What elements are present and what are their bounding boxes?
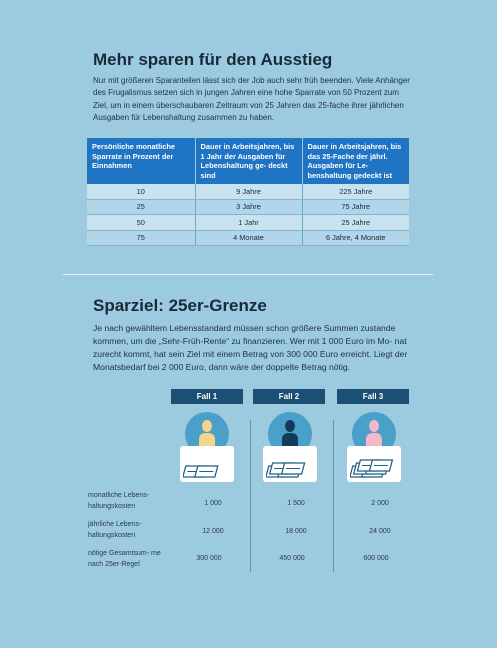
money-stack-icon (180, 446, 234, 482)
table-row (87, 199, 409, 215)
case-2-yearly-value: 18 000 (285, 528, 307, 535)
table-row (87, 230, 409, 246)
table-cell: 6 Jahre, 4 Monate (302, 230, 409, 246)
case-header-1: Fall 1 (171, 389, 243, 404)
case-3-total-value: 600 000 (363, 555, 389, 562)
table-cell: 10 (87, 184, 195, 199)
column-divider (333, 420, 334, 572)
case-1-yearly-value: 12 000 (202, 528, 224, 535)
column-divider (250, 420, 251, 572)
table-row (87, 184, 409, 199)
case-header-3: Fall 3 (337, 389, 409, 404)
section-title-25-rule: Sparziel: 25er-Grenze (93, 296, 267, 315)
table-cell: 25 Jahre (302, 215, 409, 231)
row-label-yearly: jährliche Lebens- haltungskosten (88, 521, 142, 539)
case-1-illustration (180, 412, 234, 484)
case-2-monthly-value: 1 500 (287, 500, 305, 507)
section-intro-savings: Nur mit größeren Sparanteilen lässt sich der Job auch sehr früh beenden. Viele Anhänger des Frugalismus setzen sich in jungen Jahren eine hohe Sparrate von 50 Prozent zum Ziel, um in einem überschaubaren Zeitraum von 25 Jahren das 25-fache ihrer jährlichen Ausgaben für Lebenshaltung zusammen zu haben. (93, 76, 410, 122)
section-divider (63, 274, 433, 275)
table-cell: 9 Jahre (195, 184, 302, 199)
row-label-total: nötige Gesamtsum- me nach 25er-Regel (88, 550, 161, 568)
case-1-monthly-value: 1 000 (204, 500, 222, 507)
case-2-illustration (263, 412, 317, 484)
table-cell: 3 Jahre (195, 199, 302, 215)
table-cell: 50 (87, 215, 195, 231)
table-header-cell: Persönliche monatliche Sparrate in Prozent der Einnahmen (87, 138, 195, 184)
case-3-illustration (347, 412, 401, 484)
case-3-yearly-value: 24 000 (369, 528, 391, 535)
table-cell: 25 (87, 199, 195, 215)
table-row (87, 215, 409, 231)
case-1-total-value: 300 000 (196, 555, 222, 562)
table-cell: 225 Jahre (302, 184, 409, 199)
table-header-cell: Dauer in Arbeitsjahren, bis das 25-Fache der jährl. Ausgaben für Le- benshaltung gedeckt ist (302, 138, 409, 184)
case-2-total-value: 450 000 (279, 555, 305, 562)
row-label-monthly: monatliche Lebens- haltungskosten (88, 492, 150, 510)
section-intro-25-rule: Je nach gewähltem Lebensstandard müssen schon größere Summen zustande kommen, um die „Sehr-Früh-Rente“ zu finanzieren. Wer mit 1 000 Euro im Mo- nat zurecht kommt, hat sein Ziel mit einem Betrag von 300 000 Euro erreicht. Liegt der Monatsbedarf bei 2 000 Euro, dann wäre der doppelte Betrag nötig. (93, 323, 408, 372)
case-3-monthly-value: 2 000 (371, 500, 389, 507)
table-cell: 4 Monate (195, 230, 302, 246)
section-title-savings: Mehr sparen für den Ausstieg (93, 50, 333, 69)
table-header-row (87, 138, 409, 184)
money-stack-icon (263, 446, 317, 482)
table-cell: 75 (87, 230, 195, 246)
savings-rate-table (87, 138, 409, 246)
case-header-2: Fall 2 (253, 389, 325, 404)
money-stack-icon (347, 446, 401, 482)
table-cell: 75 Jahre (302, 199, 409, 215)
table-cell: 1 Jahr (195, 215, 302, 231)
table-header-cell: Dauer in Arbeitsjahren, bis 1 Jahr der Ausgaben für Lebenshaltung ge- deckt sind (195, 138, 302, 184)
